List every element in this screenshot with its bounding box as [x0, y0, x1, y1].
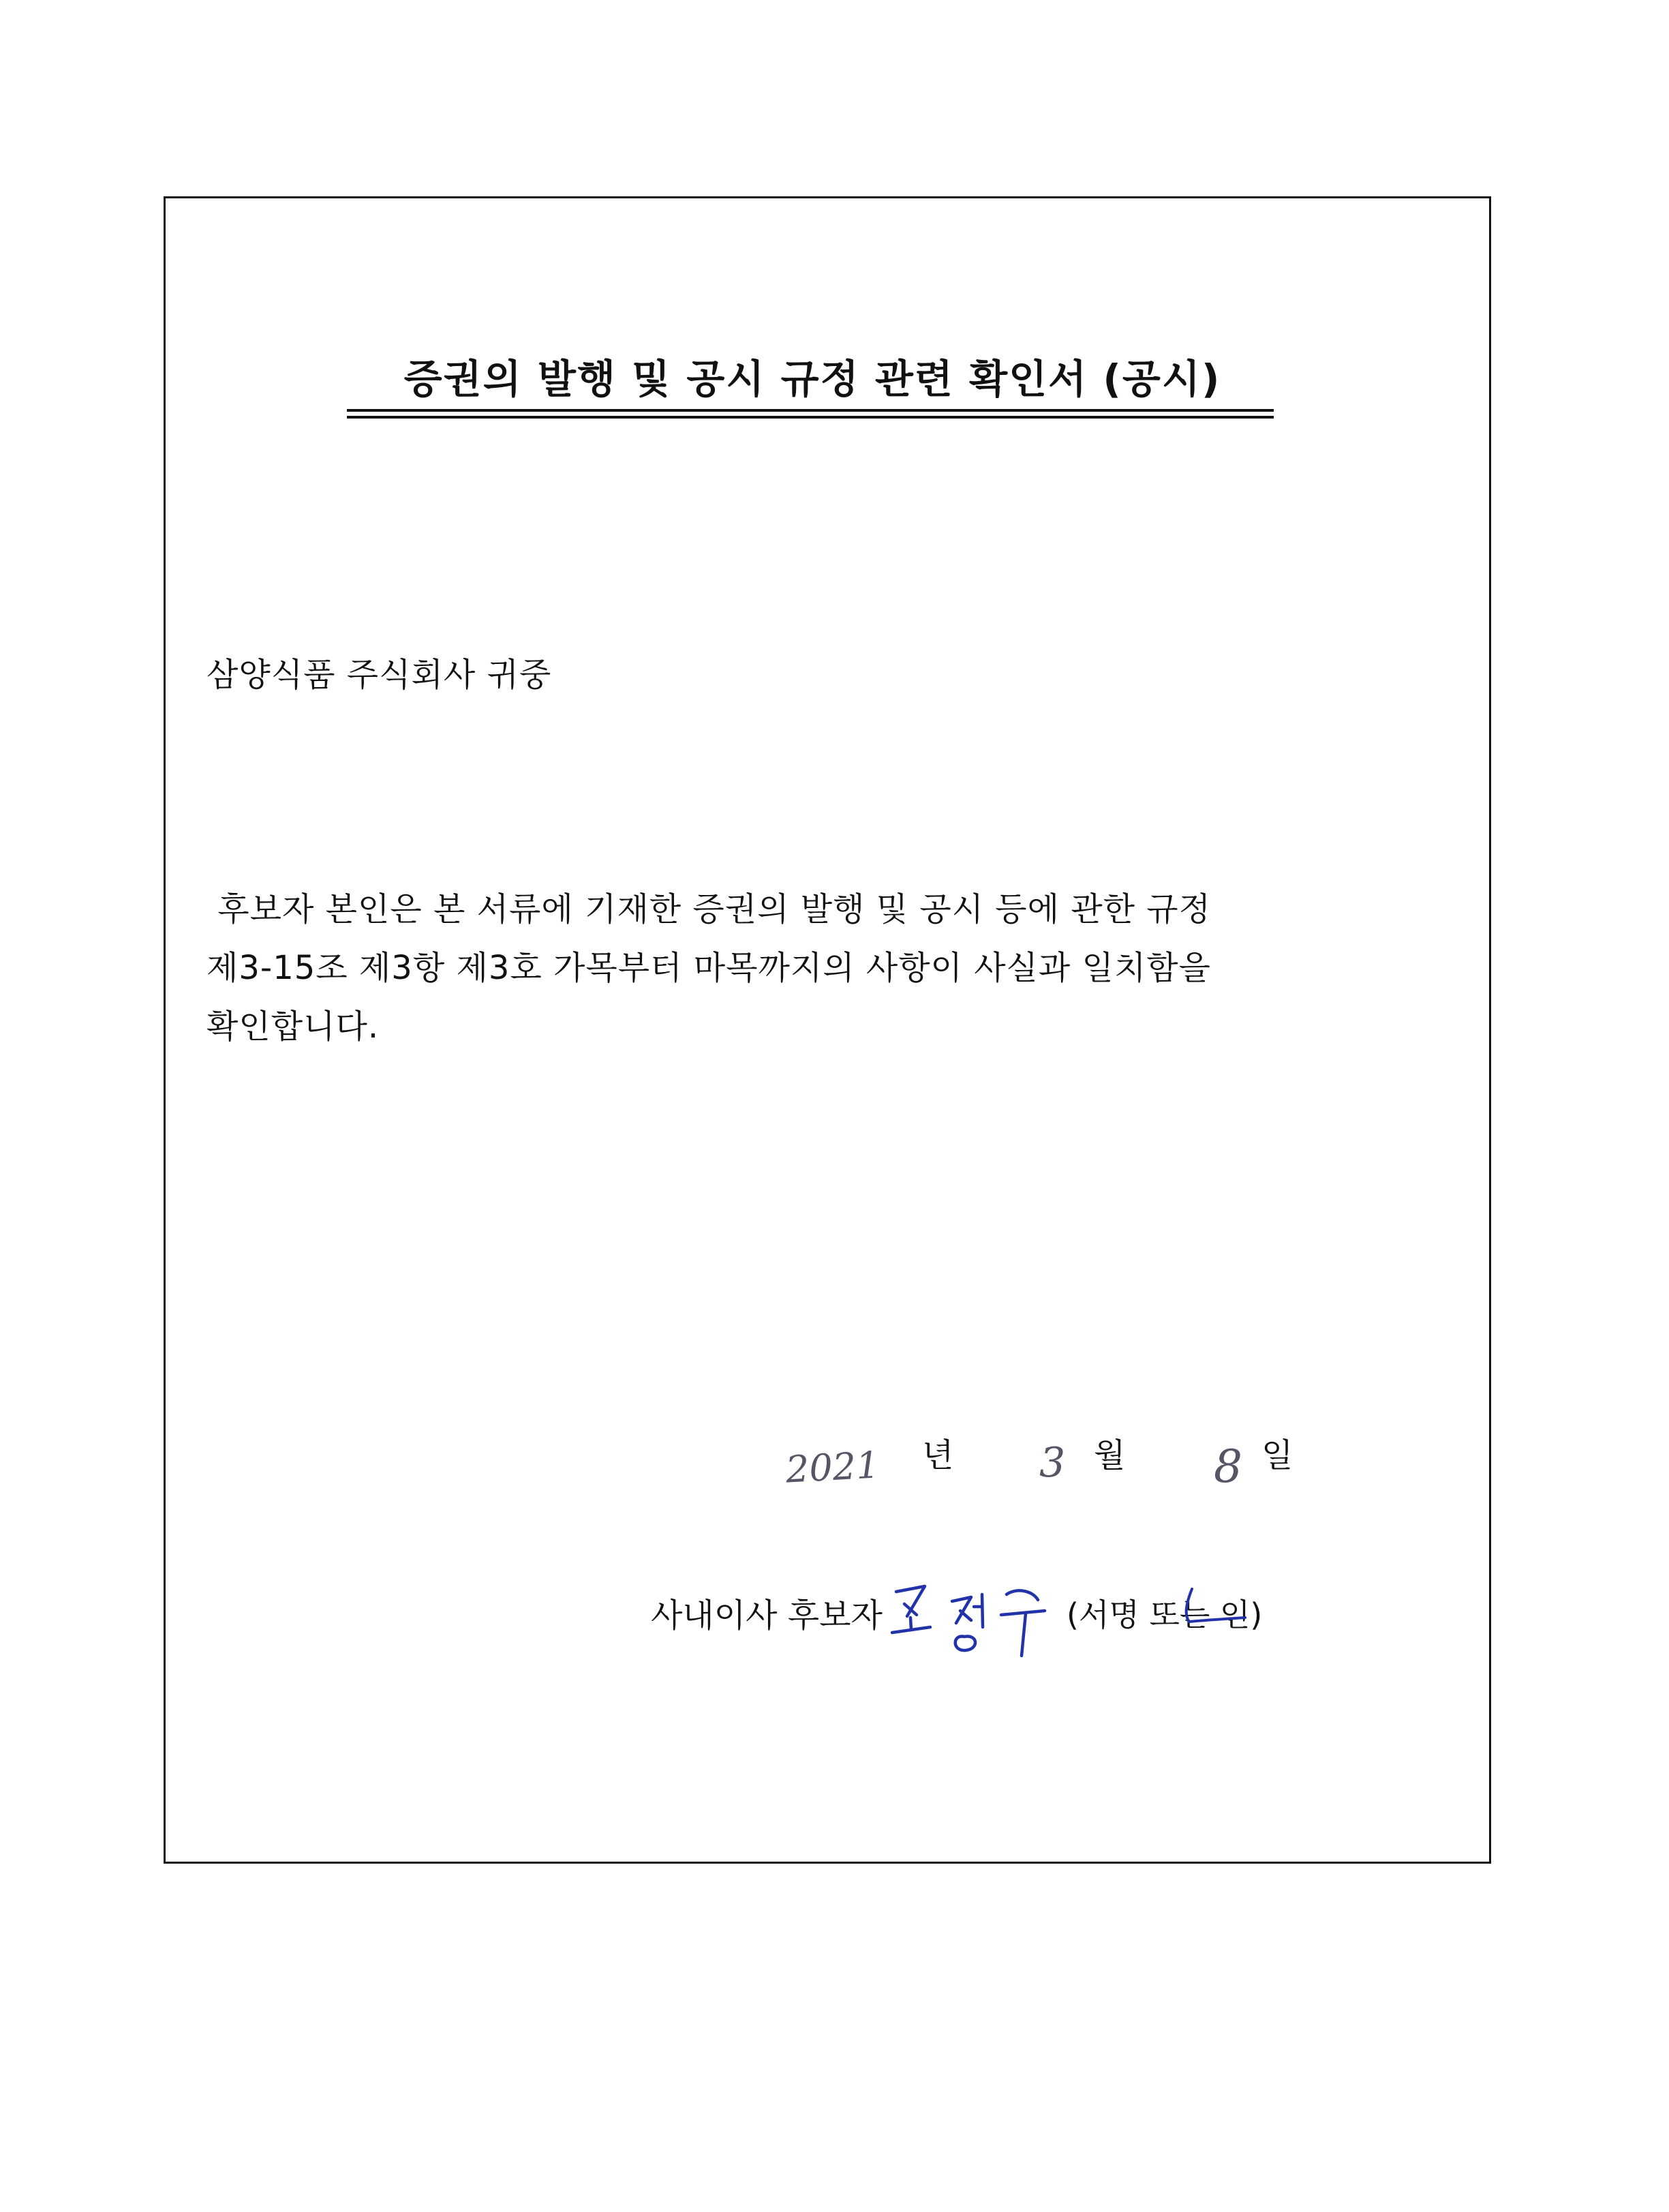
strike-over-mark — [1174, 1582, 1256, 1637]
signer-row — [166, 1575, 1489, 1671]
handwritten-signature — [887, 1562, 1057, 1664]
signer-role-label: 사내이사 후보자 — [651, 1596, 883, 1635]
day-label: 일 — [1261, 1436, 1293, 1474]
document-title: 증권의 발행 및 공시 규정 관련 확인서 (공시) — [403, 356, 1221, 402]
handwritten-year: 2021 — [784, 1443, 881, 1491]
statement-line: 제3-15조 제3항 제3호 가목부터 마목까지의 사항이 사실과 일치함을 — [206, 949, 1212, 987]
year-label: 년 — [922, 1436, 954, 1474]
addressee: 삼양식품 주식회사 귀중 — [206, 656, 552, 694]
statement-line: 후보자 본인은 본 서류에 기재한 증권의 발행 및 공시 등에 관한 규정 — [206, 890, 1212, 928]
statement-line: 확인합니다. — [206, 1007, 380, 1046]
title-underline-top — [347, 409, 1274, 412]
month-label: 월 — [1094, 1436, 1126, 1474]
document-frame — [164, 196, 1491, 1864]
date-row — [166, 1425, 1489, 1493]
handwritten-month: 3 — [1039, 1439, 1066, 1487]
handwritten-day: 8 — [1214, 1440, 1242, 1493]
sign-or-seal-note: (서명 또는 인) — [1067, 1596, 1263, 1633]
confirmation-statement — [206, 880, 1270, 1056]
title-underline-bottom — [347, 416, 1274, 419]
